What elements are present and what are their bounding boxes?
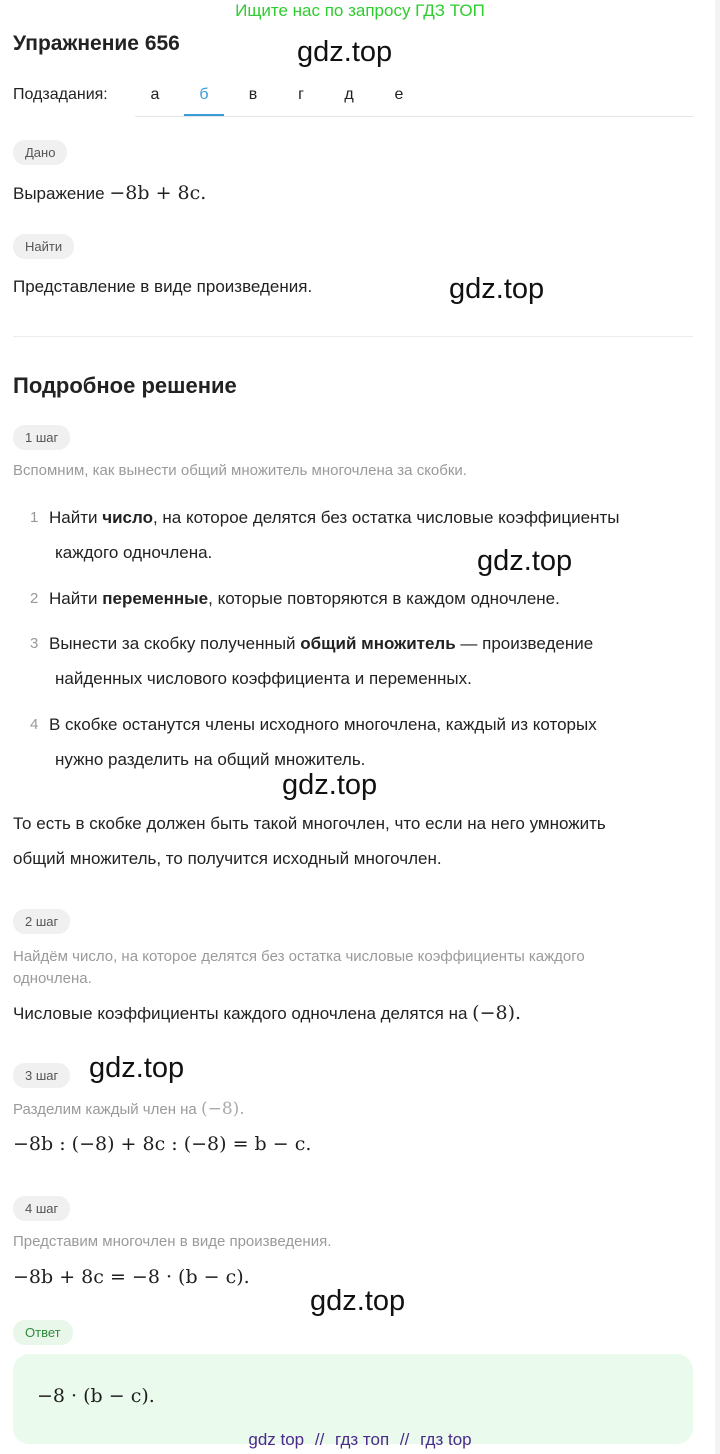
step2-text: Числовые коэффициенты каждого одночлена делятся на (−8). bbox=[13, 1002, 522, 1024]
answer-badge: Ответ bbox=[13, 1320, 73, 1345]
watermark: gdz.top bbox=[297, 36, 393, 68]
tab-a[interactable]: а bbox=[150, 86, 160, 103]
answer-value: −8 · (b − c). bbox=[37, 1385, 155, 1407]
subtasks-label: Подзадания: bbox=[13, 86, 108, 103]
tab-d[interactable]: д bbox=[344, 86, 354, 103]
step4-badge: 4 шаг bbox=[13, 1196, 70, 1221]
list-item: 2 Найти переменные, которые повторяются в каждом одночлене. bbox=[30, 589, 560, 608]
page-title: Упражнение 656 bbox=[13, 32, 180, 55]
list-item: 1 Найти число, на которое делятся без остатка числовые коэффициенты каждого одночлена. bbox=[30, 508, 620, 562]
solution-heading: Подробное решение bbox=[13, 373, 237, 398]
step1-badge: 1 шаг bbox=[13, 425, 70, 450]
list-item: 3 Вынести за скобку полученный общий множитель — произведение найденных числового коэффициента и переменных. bbox=[30, 634, 594, 688]
footer-links bbox=[0, 1429, 720, 1451]
watermark: gdz.top bbox=[282, 769, 378, 801]
tab-b[interactable]: б bbox=[199, 86, 209, 103]
footer-link[interactable]: гдз топ bbox=[335, 1430, 390, 1449]
step3-intro: Разделим каждый член на (−8). bbox=[13, 1099, 245, 1119]
watermark: gdz.top bbox=[89, 1052, 185, 1084]
step4-equation: −8b + 8c = −8 · (b − c). bbox=[13, 1266, 250, 1288]
subtask-tabs bbox=[135, 76, 693, 117]
step2-intro: Найдём число, на которое делятся без остатка числовые коэффициенты каждого одночлена. bbox=[13, 948, 585, 987]
find-text: Представление в виде произведения. bbox=[13, 277, 313, 296]
step4-intro: Представим многочлен в виде произведения. bbox=[13, 1233, 332, 1250]
footer-separator: // bbox=[399, 1430, 410, 1449]
active-tab-underline bbox=[184, 114, 224, 116]
watermark: gdz.top bbox=[477, 545, 573, 577]
step3-equation: −8b : (−8) + 8c : (−8) = b − c. bbox=[13, 1133, 312, 1155]
step1-intro: Вспомним, как вынести общий множитель многочлена за скобки. bbox=[13, 462, 467, 479]
footer-separator: // bbox=[314, 1430, 325, 1449]
scrollbar[interactable] bbox=[715, 0, 720, 1454]
footer-link[interactable]: gdz top bbox=[248, 1430, 305, 1449]
watermark: gdz.top bbox=[310, 1285, 406, 1317]
given-expression: −8b + 8c. bbox=[109, 182, 207, 204]
divider bbox=[13, 336, 693, 337]
given-text: Выражение −8b + 8c. bbox=[13, 182, 207, 204]
list-item: 4 В скобке останутся члены исходного многочлена, каждый из которых нужно разделить на общий множитель. bbox=[30, 715, 597, 769]
tab-e[interactable]: е bbox=[394, 86, 404, 103]
promo-banner: Ищите нас по запросу ГДЗ ТОП bbox=[235, 1, 485, 20]
tab-g[interactable]: г bbox=[298, 86, 304, 103]
footer-link[interactable]: гдз top bbox=[420, 1430, 472, 1449]
tab-v[interactable]: в bbox=[248, 86, 258, 103]
given-badge: Дано bbox=[13, 140, 67, 165]
step1-conclusion: То есть в скобке должен быть такой многочлен, что если на него умножить общий множитель, то получится исходный многочлен. bbox=[13, 814, 606, 868]
find-badge: Найти bbox=[13, 234, 74, 259]
watermark: gdz.top bbox=[449, 273, 545, 305]
step2-badge: 2 шаг bbox=[13, 909, 70, 934]
step3-badge: 3 шаг bbox=[13, 1063, 70, 1088]
